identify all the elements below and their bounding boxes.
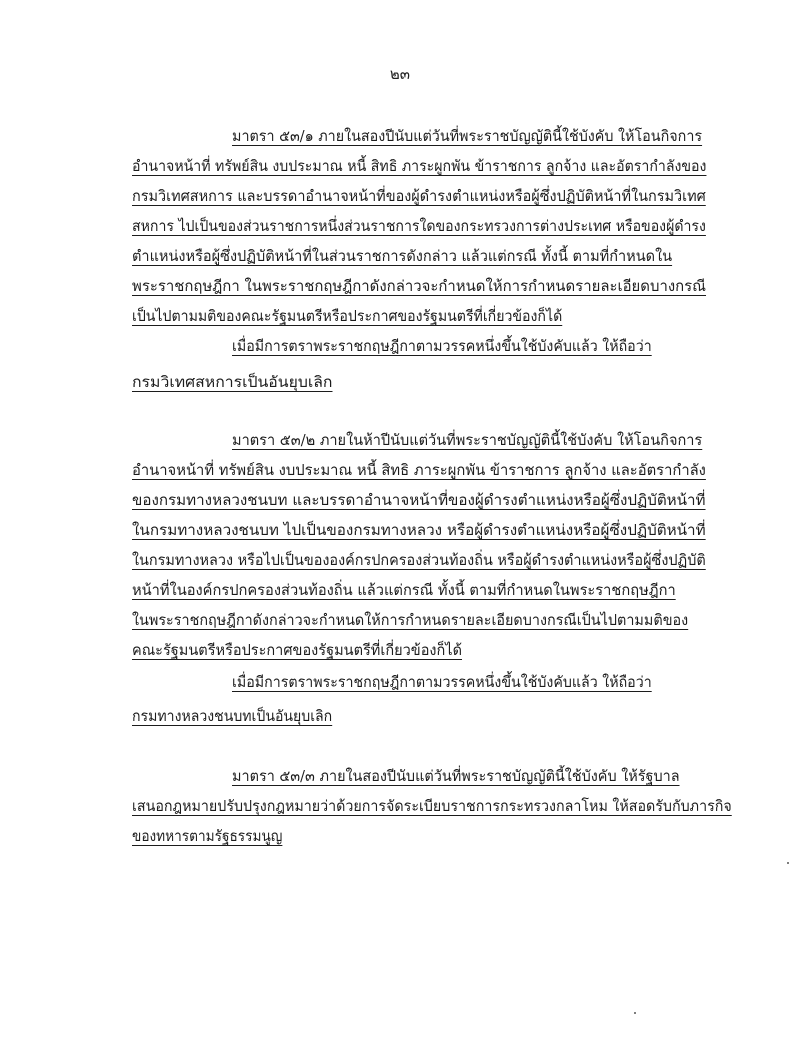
section-53-1-line-7: เป็นไปตามมติของคณะรัฐมนตรีหรือประกาศของรัฐมนตรีที่เกี่ยวข้องก็ได้ (132, 307, 563, 325)
page-number: ๒๓ (389, 65, 411, 83)
section-53-2-line-1: มาตรา ๕๓/๒ ภายในห้าปีนับแต่วันที่พระราชบัญญัตินี้ใช้บังคับ ให้โอนกิจการ (232, 431, 703, 449)
scan-speck (787, 862, 789, 864)
section-53-1-para-2-line-2: กรมวิเทศสหการเป็นอันยุบเลิก (132, 373, 333, 391)
section-53-3-line-3: ของทหารตามรัฐธรรมนูญ (132, 827, 283, 845)
section-53-1-line-5: ตำแหน่งหรือผู้ซึ่งปฏิบัติหน้าที่ในส่วนราชการดังกล่าว แล้วแต่กรณี ทั้งนี้ ตามที่กำหนดใน (132, 247, 673, 265)
section-53-2-line-4: ในกรมทางหลวงชนบท ไปเป็นของกรมทางหลวง หรือผู้ดำรงตำแหน่งหรือผู้ซึ่งปฏิบัติหน้าที่ (132, 521, 706, 539)
scan-speck (634, 1012, 636, 1014)
section-53-2-para-2-line-1: เมื่อมีการตราพระราชกฤษฎีกาตามวรรคหนึ่งขึ้นใช้บังคับแล้ว ให้ถือว่า (232, 673, 652, 691)
section-53-2-line-5: ในกรมทางหลวง หรือไปเป็นขององค์กรปกครองส่วนท้องถิ่น หรือผู้ดำรงตำแหน่งหรือผู้ซึ่งปฏิบัติ (132, 551, 706, 569)
section-53-1-line-6: พระราชกฤษฎีกา ในพระราชกฤษฎีกาดังกล่าวจะกำหนดให้การกำหนดรายละเอียดบางกรณี (132, 277, 707, 295)
section-53-2-line-2: อำนาจหน้าที่ ทรัพย์สิน งบประมาณ หนี้ สิทธิ ภาระผูกพัน ข้าราชการ ลูกจ้าง และอัตรากำลัง (132, 461, 706, 479)
section-53-3-line-1: มาตรา ๕๓/๓ ภายในสองปีนับแต่วันที่พระราชบัญญัตินี้ใช้บังคับ ให้รัฐบาล (232, 767, 680, 785)
section-53-1-line-1: มาตรา ๕๓/๑ ภายในสองปีนับแต่วันที่พระราชบัญญัตินี้ใช้บังคับ ให้โอนกิจการ (232, 127, 703, 145)
section-53-1-line-2: อำนาจหน้าที่ ทรัพย์สิน งบประมาณ หนี้ สิทธิ ภาระผูกพัน ข้าราชการ ลูกจ้าง และอัตรากำลังของ (132, 157, 707, 175)
section-53-2-line-8: คณะรัฐมนตรีหรือประกาศของรัฐมนตรีที่เกี่ยวข้องก็ได้ (132, 641, 463, 659)
section-53-2-para-2-line-2: กรมทางหลวงชนบทเป็นอันยุบเลิก (132, 707, 333, 725)
section-53-2-line-7: ในพระราชกฤษฎีกาดังกล่าวจะกำหนดให้การกำหนดรายละเอียดบางกรณีเป็นไปตามมติของ (132, 611, 689, 629)
section-53-2-line-3: ของกรมทางหลวงชนบท และบรรดาอำนาจหน้าที่ของผู้ดำรงตำแหน่งหรือผู้ซึ่งปฏิบัติหน้าที่ (132, 491, 706, 509)
section-53-1-line-4: สหการ ไปเป็นของส่วนราชการหนึ่งส่วนราชการใดของกระทรวงการต่างประเทศ หรือของผู้ดำรง (132, 217, 706, 235)
section-53-1-para-2-line-1: เมื่อมีการตราพระราชกฤษฎีกาตามวรรคหนึ่งขึ้นใช้บังคับแล้ว ให้ถือว่า (232, 337, 652, 355)
section-53-3-line-2: เสนอกฎหมายปรับปรุงกฎหมายว่าด้วยการจัดระเบียบราชการกระทรวงกลาโหม ให้สอดรับกับภารกิจ (132, 797, 732, 815)
section-53-1-line-3: กรมวิเทศสหการ และบรรดาอำนาจหน้าที่ของผู้ดำรงตำแหน่งหรือผู้ซึ่งปฏิบัติหน้าที่ในกรมวิเทศ (132, 187, 706, 205)
section-53-2-line-6: หน้าที่ในองค์กรปกครองส่วนท้องถิ่น แล้วแต่กรณี ทั้งนี้ ตามที่กำหนดในพระราชกฤษฎีกา (132, 581, 676, 599)
